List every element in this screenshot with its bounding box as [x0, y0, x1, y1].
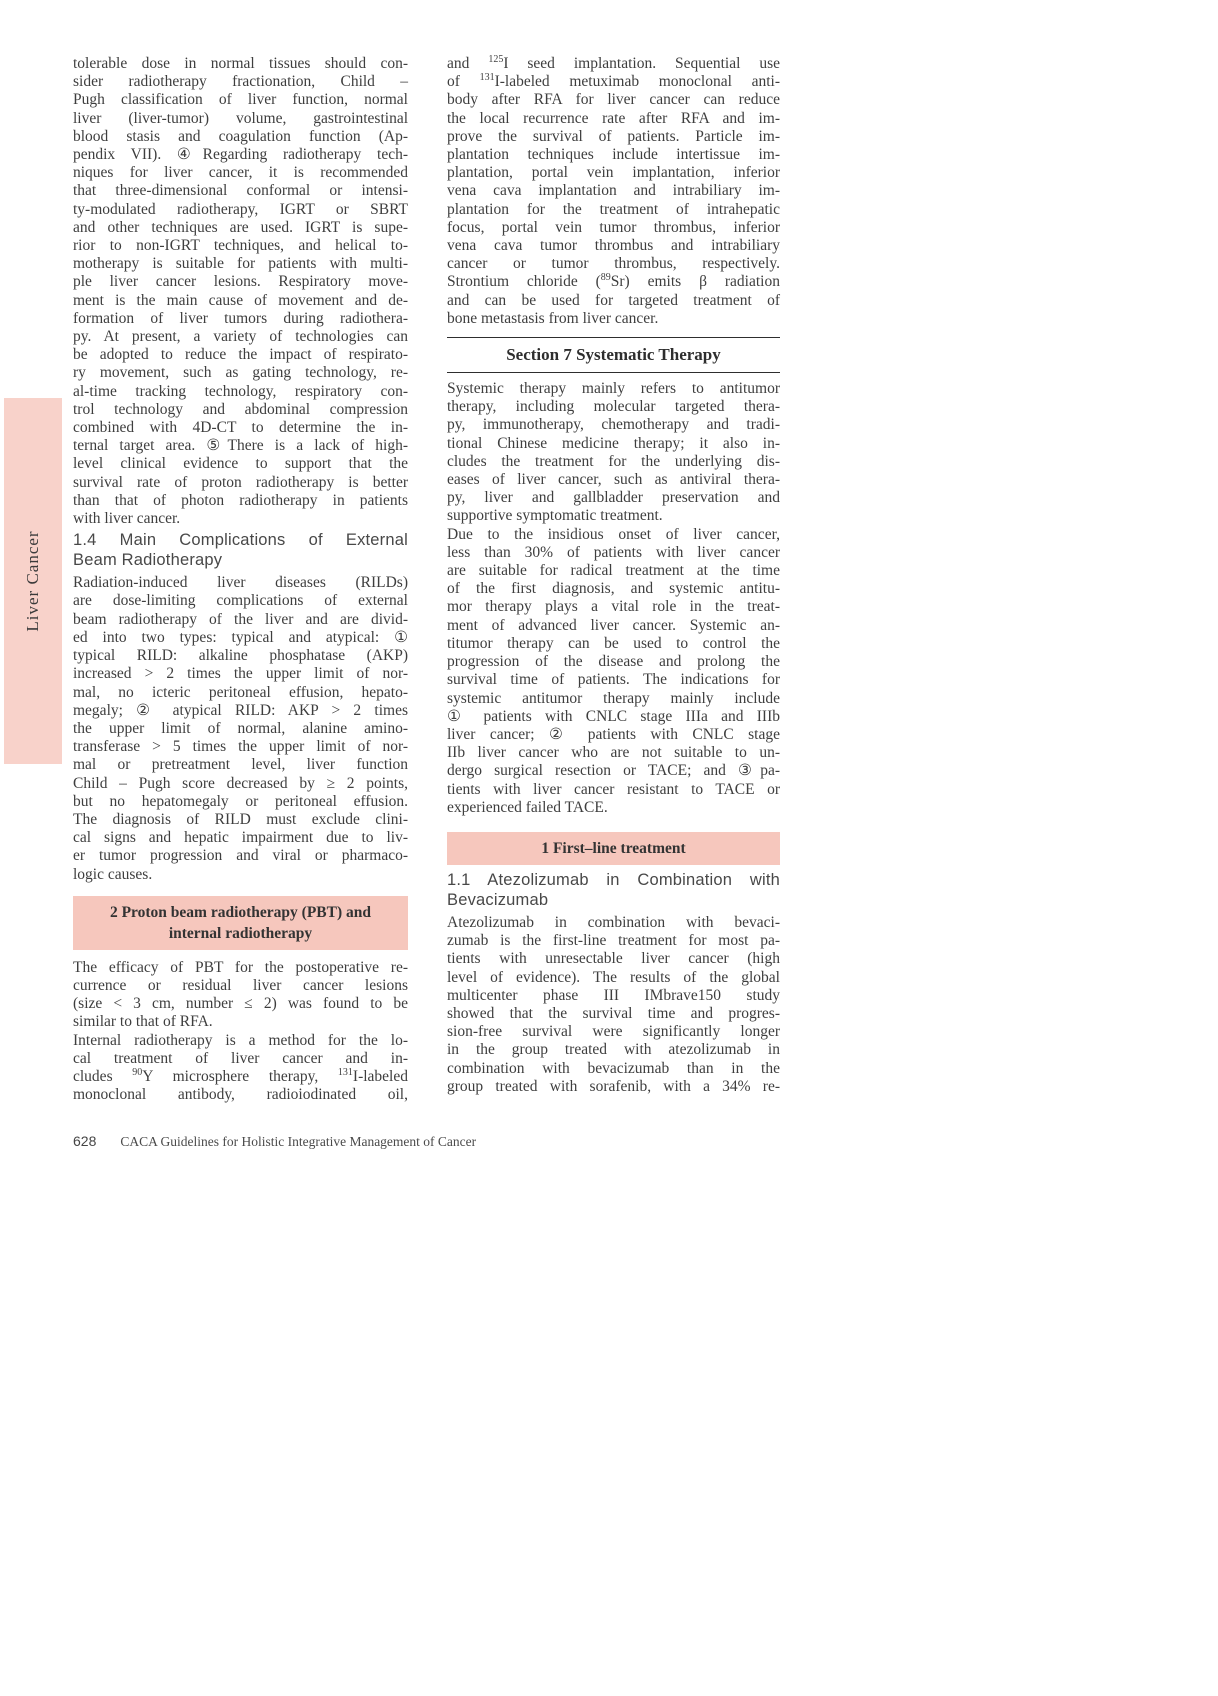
- text-line: Due to the insidious onset of liver cancer,: [447, 525, 780, 543]
- text-line: Strontium chloride ($^{89}$Sr) emits β radiation: [447, 272, 780, 291]
- text-line: plantation, portal vein implantation, inferior: [447, 164, 780, 182]
- text-line: and other techniques are used. IGRT is supe-: [73, 218, 408, 236]
- sidebar-tab: [4, 398, 62, 764]
- text-line: motherapy is suitable for patients with multi-: [73, 255, 408, 273]
- text-line: liver cancer; ② patients with CNLC stage: [447, 725, 780, 743]
- paragraph: [447, 55, 780, 328]
- banner-line: internal radiotherapy: [168, 924, 313, 942]
- text-line: Child – Pugh score decreased by ≥ 2 points,: [73, 774, 408, 792]
- text-line: (size < 3 cm, number ≤ 2) was found to be: [73, 995, 408, 1013]
- text-line: and $^{125}$I seed implantation. Sequential use: [447, 53, 781, 72]
- text-line: dergo surgical resection or TACE; and ③pa-: [447, 762, 780, 780]
- banner-line: 2 Proton beam radiotherapy (PBT) and: [109, 903, 372, 921]
- text-line: combination with bevacizumab than in the: [447, 1059, 780, 1077]
- page-footer: [73, 1133, 476, 1150]
- text-line: ternal target area. ⑤There is a lack of high-: [73, 437, 408, 455]
- text-line: 1.4 Main Complications of External: [73, 531, 408, 550]
- section-header: [447, 337, 780, 373]
- text-line: tients with liver cancer resistant to TACE or: [447, 780, 780, 798]
- text-line: tional Chinese medicine therapy; it also in-: [447, 434, 780, 452]
- text-line: that three-dimensional conformal or intensi-: [73, 182, 408, 200]
- text-line: cancer or tumor thrombus, respectively.: [447, 255, 780, 273]
- paragraph: [447, 914, 780, 1096]
- text-line: titumor therapy can be used to control the: [447, 634, 780, 652]
- text-line: cludes the treatment for the underlying dis-: [447, 452, 780, 470]
- text-line: Beam Radiotherapy: [73, 551, 223, 570]
- banner-line: 1 First–line treatment: [541, 839, 686, 857]
- paragraph: [447, 526, 780, 817]
- subsection-banner: [73, 896, 408, 950]
- text-line: of $^{131}$I-labeled metuximab monoclonal anti-: [447, 72, 780, 91]
- text-line: with liver cancer.: [73, 510, 181, 528]
- text-line: prove the survival of patients. Particle im-: [447, 127, 780, 145]
- sidebar-label: Liver Cancer: [23, 530, 42, 632]
- text-line: py. At present, a variety of technologies can: [73, 328, 408, 346]
- text-line: combined with 4D-CT to determine the in-: [73, 419, 408, 437]
- text-line: ple liver cancer lesions. Respiratory move-: [73, 273, 408, 291]
- text-line: rior to non-IGRT techniques, and helical to-: [73, 237, 408, 255]
- text-line: Pugh classification of liver function, normal: [73, 91, 408, 109]
- paragraph: [447, 380, 780, 526]
- text-line: typical RILD: alkaline phosphatase (AKP): [73, 647, 408, 665]
- text-line: The diagnosis of RILD must exclude clini-: [73, 810, 408, 828]
- subsection-heading: [73, 530, 408, 570]
- text-line: than that of photon radiotherapy in patients: [73, 491, 408, 509]
- text-line: and can be used for targeted treatment of: [447, 291, 780, 309]
- text-line: formation of liver tumors during radiothera-: [73, 309, 408, 327]
- text-line: showed that the survival time and progres-: [447, 1004, 780, 1022]
- superscript: 131: [479, 72, 495, 84]
- paragraph: [73, 1032, 408, 1105]
- text-line: sider radiotherapy fractionation, Child –: [73, 73, 408, 91]
- text-line: ry movement, such as gating technology, re-: [73, 364, 408, 382]
- text-line: body after RFA for liver cancer can reduce: [447, 91, 780, 109]
- text-line: liver (liver-tumor) volume, gastrointestinal: [73, 109, 408, 127]
- text-line: therapy, including molecular targeted thera-: [447, 398, 780, 416]
- superscript: 125: [488, 53, 504, 65]
- text-line: mal, no icteric peritoneal effusion, hepato-: [73, 683, 408, 701]
- text-line: ment is the main cause of movement and de-: [73, 291, 408, 309]
- text-line: blood stasis and coagulation function (Ap-: [73, 127, 408, 145]
- text-line: transferase > 5 times the upper limit of nor-: [73, 738, 408, 756]
- text-line: mor therapy plays a vital role in the treat-: [447, 598, 780, 616]
- text-line: systemic antitumor therapy mainly include: [447, 689, 780, 707]
- text-line: ty-modulated radiotherapy, IGRT or SBRT: [73, 200, 408, 218]
- text-line: tolerable dose in normal tissues should con-: [73, 55, 408, 72]
- text-line: megaly; ② atypical RILD: AKP > 2 times: [73, 701, 408, 719]
- text-line: progression of the disease and prolong the: [447, 653, 780, 671]
- text-line: plantation techniques include intertissue im-: [447, 146, 780, 164]
- text-line: py, liver and gallbladder preservation and: [447, 489, 780, 507]
- text-line: vena cava implantation and intrabiliary im-: [447, 182, 780, 200]
- text-line: eases of liver cancer, such as antiviral thera-: [447, 471, 780, 489]
- text-line: ment of advanced liver cancer. Systemic an-: [447, 616, 780, 634]
- text-line: sion-free survival were significantly longer: [447, 1023, 780, 1041]
- text-line: mal or pretreatment level, liver function: [73, 756, 408, 774]
- text-line: experienced failed TACE.: [447, 798, 608, 816]
- text-line: al-time tracking technology, respiratory con-: [73, 382, 408, 400]
- superscript: 89: [600, 272, 611, 284]
- text-line: ed into two types: typical and atypical: ①: [73, 628, 408, 646]
- footer-text: CACA Guidelines for Holistic Integrative Management of Cancer: [120, 1134, 477, 1149]
- paragraph: [73, 959, 408, 1032]
- page-number: 628: [73, 1133, 97, 1149]
- text-line: supportive symptomatic treatment.: [447, 507, 663, 525]
- text-line: trol technology and abdominal compression: [73, 400, 408, 418]
- left-column: [73, 55, 408, 1104]
- text-line: plantation for the treatment of intrahepatic: [447, 200, 780, 218]
- paragraph: [73, 55, 408, 528]
- text-line: bone metastasis from liver cancer.: [447, 309, 659, 327]
- text-line: beam radiotherapy of the liver and are divid-: [73, 610, 408, 628]
- text-line: but no hepatomegaly or peritoneal effusion.: [73, 792, 408, 810]
- text-line: currence or residual liver cancer lesions: [73, 976, 408, 994]
- text-line: level clinical evidence to support that the: [73, 455, 408, 473]
- text-line: vena cava tumor thrombus and intrabiliary: [447, 237, 780, 255]
- text-line: Atezolizumab in combination with bevaci-: [447, 913, 780, 931]
- text-line: py, immunotherapy, chemotherapy and tradi-: [447, 416, 780, 434]
- text-line: are suitable for radical treatment at the time: [447, 562, 780, 580]
- text-line: are dose-limiting complications of external: [73, 592, 408, 610]
- text-line: 1.1 Atezolizumab in Combination with: [447, 870, 780, 889]
- text-line: cal signs and hepatic impairment due to liv-: [73, 829, 408, 847]
- text-line: similar to that of RFA.: [73, 1013, 213, 1031]
- text-line: pendix VII). ④Regarding radiotherapy tech-: [73, 146, 408, 164]
- text-line: the upper limit of normal, alanine amino-: [73, 719, 408, 737]
- text-line: the local recurrence rate after RFA and im-: [447, 109, 780, 127]
- text-line: group treated with sorafenib, with a 34% re-: [447, 1077, 780, 1095]
- text-line: Radiation-induced liver diseases (RILDs): [73, 574, 408, 592]
- text-line: Bevacizumab: [447, 890, 549, 909]
- text-line: level of evidence). The results of the global: [447, 968, 780, 986]
- section-title: Section 7 Systematic Therapy: [506, 345, 721, 365]
- text-line: of the first diagnosis, and systemic antitu-: [447, 580, 780, 598]
- text-line: in the group treated with atezolizumab in: [447, 1041, 780, 1059]
- text-line: increased > 2 times the upper limit of nor-: [73, 665, 408, 683]
- text-line: logic causes.: [73, 865, 153, 883]
- text-line: cal treatment of liver cancer and in-: [73, 1049, 408, 1067]
- text-line: multicenter phase III IMbrave150 study: [447, 986, 780, 1004]
- text-line: Systemic therapy mainly refers to antitumor: [447, 380, 780, 398]
- superscript: 131: [337, 1066, 353, 1078]
- text-line: survival time of patients. The indications for: [447, 671, 780, 689]
- text-line: The efficacy of PBT for the postoperative re-: [73, 958, 408, 976]
- right-column: [447, 55, 780, 1096]
- paragraph: [73, 574, 408, 883]
- text-line: ① patients with CNLC stage IIIa and IIIb: [447, 707, 780, 725]
- text-line: monoclonal antibody, radioiodinated oil,: [73, 1086, 408, 1104]
- text-line: focus, portal vein tumor thrombus, inferior: [447, 218, 780, 236]
- text-line: be adopted to reduce the impact of respirato-: [73, 346, 408, 364]
- text-line: er tumor progression and viral or pharmaco-: [73, 847, 408, 865]
- subsection-banner: [447, 832, 780, 865]
- text-line: tients with unresectable liver cancer (high: [447, 950, 780, 968]
- text-line: IIb liver cancer who are not suitable to un-: [447, 744, 780, 762]
- subsection-heading: [447, 870, 780, 910]
- superscript: 90: [132, 1066, 143, 1078]
- text-line: Internal radiotherapy is a method for the lo-: [73, 1031, 408, 1049]
- text-line: cludes $^{90}$Y microsphere therapy, $^{131}$I-labeled: [73, 1066, 408, 1085]
- text-line: less than 30% of patients with liver cancer: [447, 543, 780, 561]
- text-line: survival rate of proton radiotherapy is better: [73, 473, 408, 491]
- text-line: zumab is the first-line treatment for most pa-: [447, 932, 780, 950]
- text-line: niques for liver cancer, it is recommended: [73, 164, 408, 182]
